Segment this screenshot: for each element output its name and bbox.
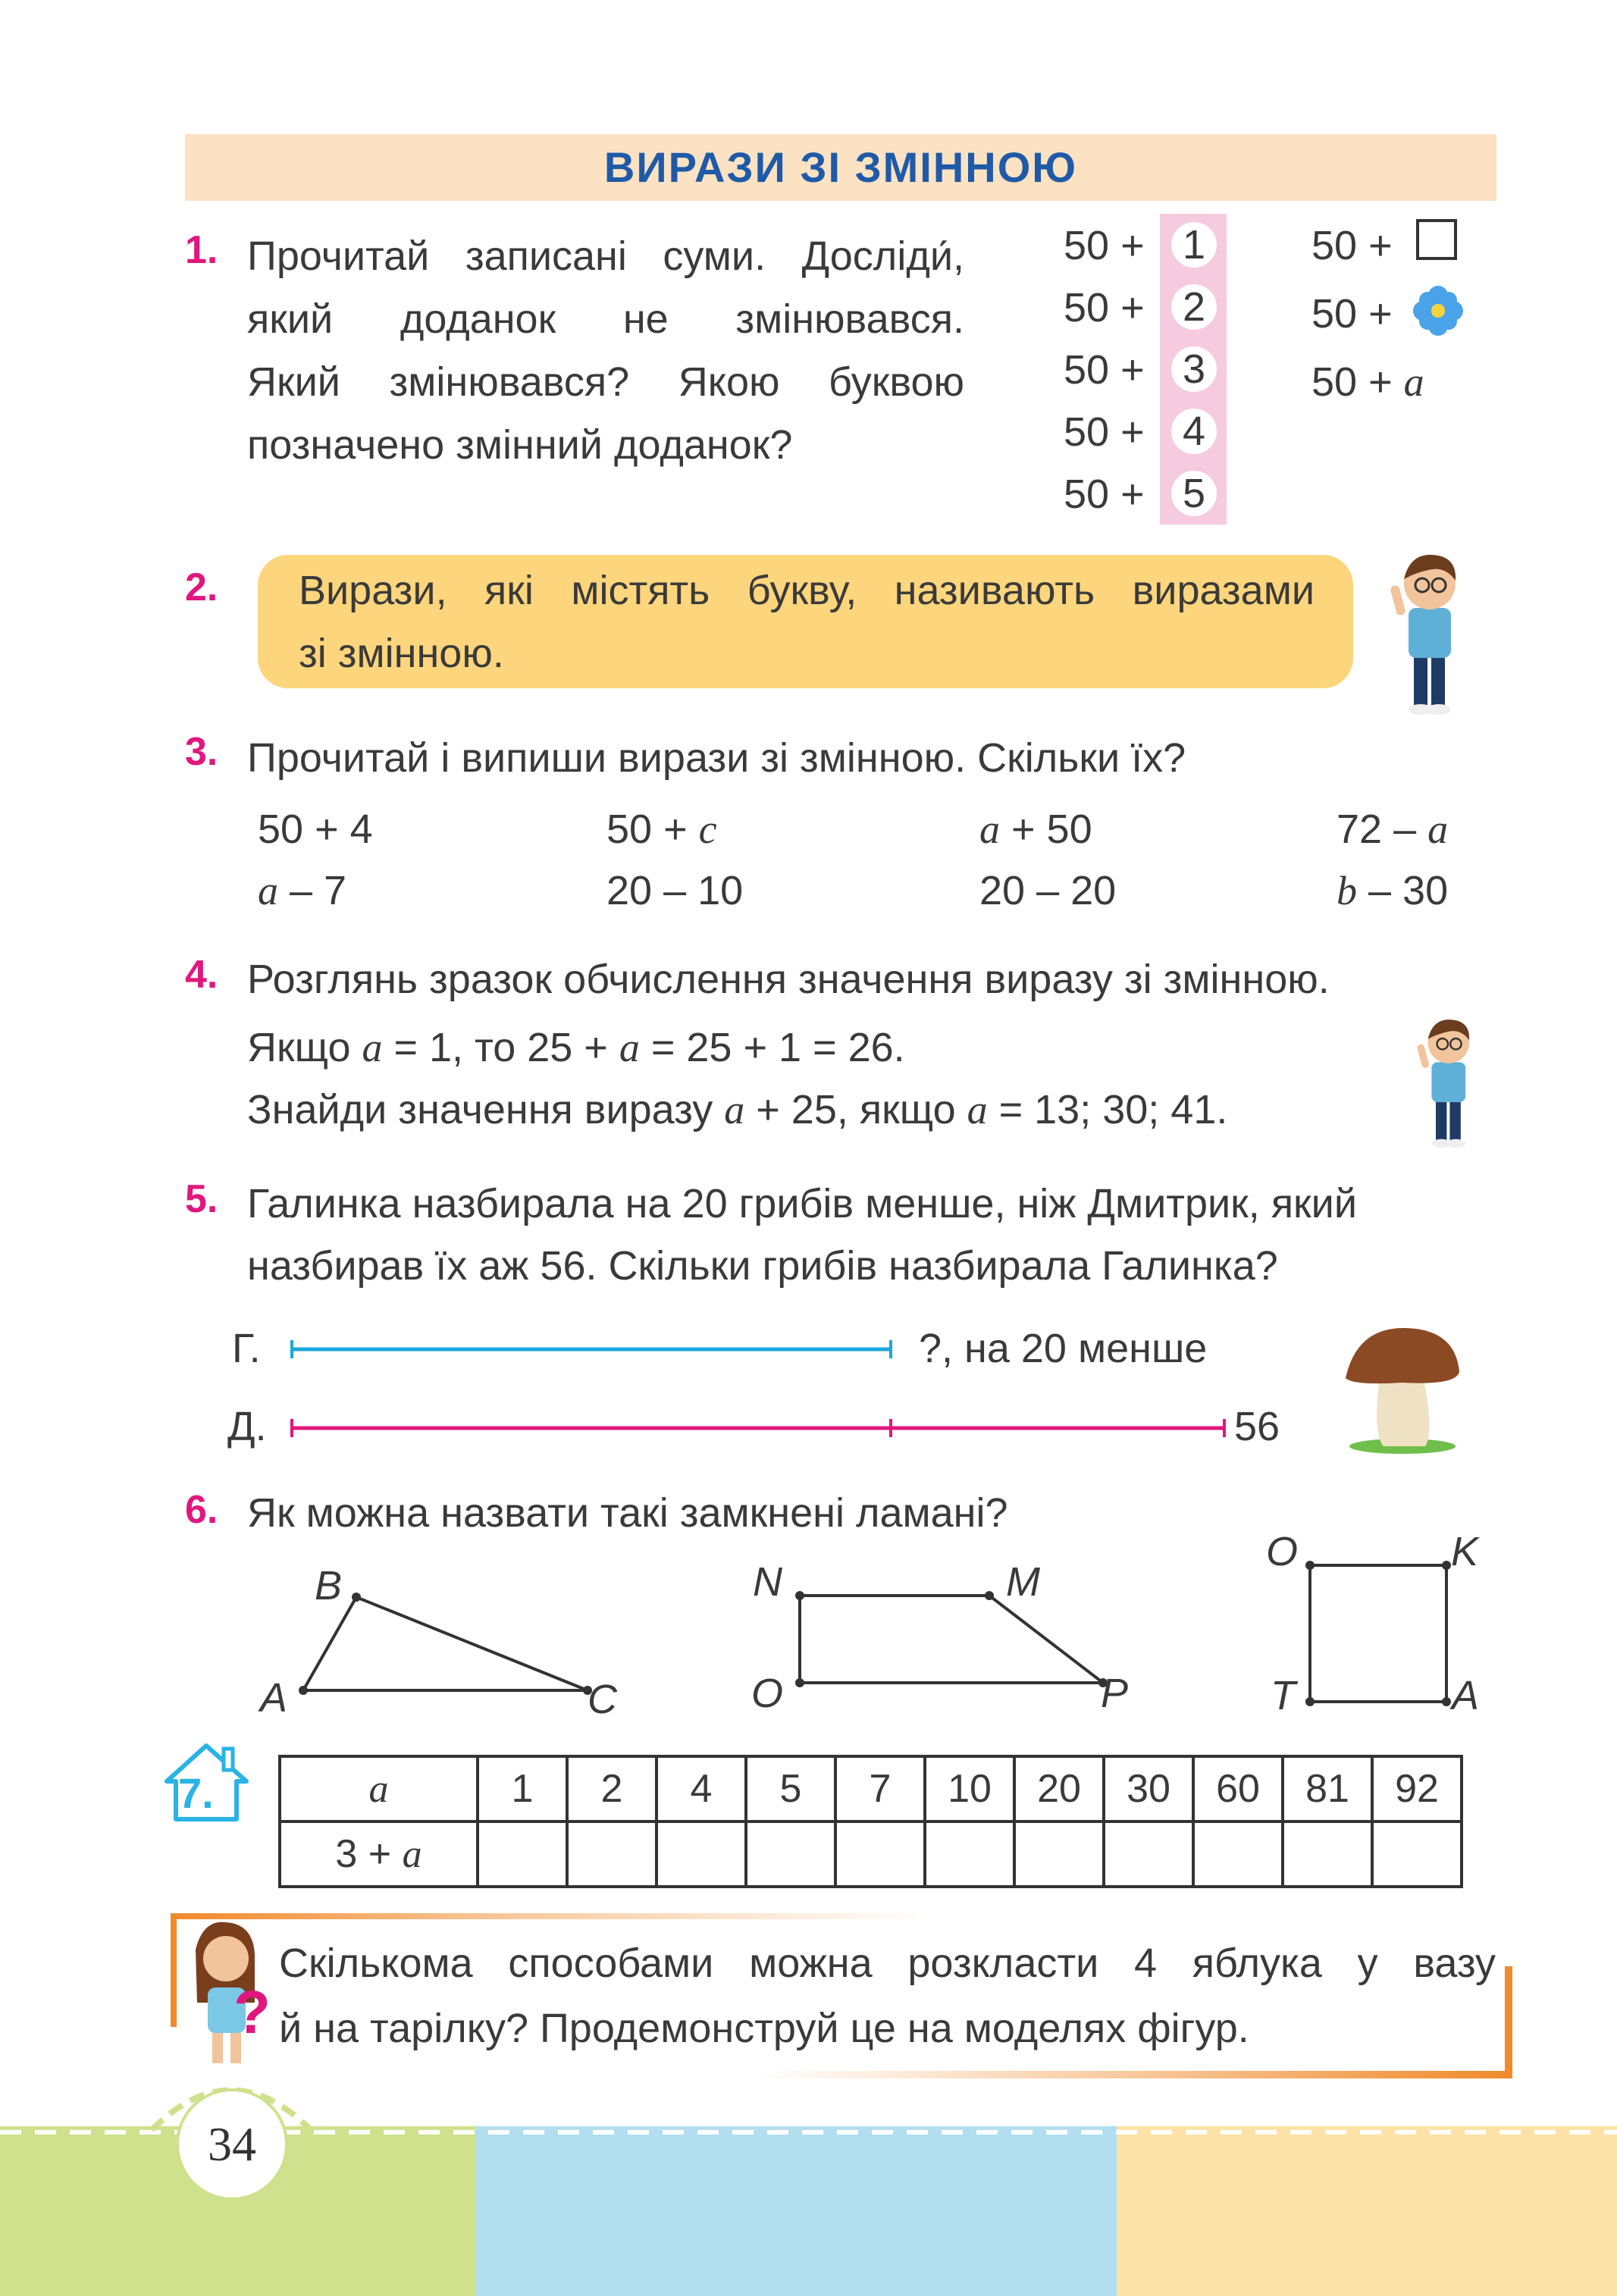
exercise-4-number: 4.: [185, 953, 218, 997]
table-row: [280, 1756, 1462, 1821]
vertex-label: B: [315, 1563, 343, 1608]
sum-prefix: 50 +: [1064, 223, 1145, 268]
table-header-cell: a: [280, 1756, 478, 1821]
table-row: [280, 1821, 1462, 1887]
sum-prefix: 50 +: [1064, 471, 1145, 517]
table-empty-cell[interactable]: [478, 1821, 567, 1887]
vertex-label: O: [751, 1671, 784, 1716]
table-empty-cell[interactable]: [1193, 1821, 1283, 1887]
vertex-label: M: [1006, 1559, 1040, 1605]
table-cell: 7: [835, 1756, 925, 1821]
sum-value-circle: 3: [1171, 346, 1217, 392]
table-empty-cell[interactable]: [1014, 1821, 1104, 1887]
expression: a + 50: [979, 807, 1092, 852]
segment-g-note: ?, на 20 менше: [919, 1326, 1208, 1371]
flower-icon: [1412, 284, 1465, 337]
expression: 50 + c: [606, 807, 717, 852]
rule-text-line: зі змінною.: [299, 631, 504, 676]
exercise-1-line: Прочитай записані суми. Досліди́,: [247, 233, 964, 279]
bonus-question-line: Скількома способами можна розкласти 4 яблука у вазу: [279, 1940, 1496, 1986]
exercise-1-line: Який змінювався? Якою буквою: [247, 359, 964, 405]
segment-g: [288, 1334, 895, 1364]
table-cell: 1: [478, 1756, 567, 1821]
expression: 50 + 4: [258, 807, 373, 852]
table-header-cell: 3 + a: [280, 1821, 478, 1887]
table-cell: 30: [1104, 1756, 1193, 1821]
sum-prefix: 50 +: [1064, 347, 1145, 393]
table-cell: 10: [925, 1756, 1014, 1821]
table-empty-cell[interactable]: [835, 1821, 925, 1887]
rule-text-line: Вирази, які містять букву, називають виразами: [299, 568, 1315, 613]
exercise-4-task: Знайди значення виразу a + 25, якщо a = 13; 30; 41.: [247, 1087, 1228, 1132]
expression: 72 – a: [1337, 807, 1449, 852]
segment-label-d: Д.: [227, 1404, 267, 1449]
exercise-1-line: який доданок не змінювався.: [247, 296, 964, 342]
boy-teacher-illustration: [1372, 540, 1486, 716]
expression: a – 7: [258, 868, 347, 913]
exercise-4-example: Якщо a = 1, то 25 + a = 25 + 1 = 26.: [247, 1025, 905, 1070]
mushroom-icon: [1342, 1319, 1463, 1455]
vertex-label: A: [260, 1675, 288, 1721]
exercise-6-number: 6.: [185, 1488, 218, 1532]
table-empty-cell[interactable]: [1283, 1821, 1372, 1887]
sum-prefix: 50 +: [1064, 409, 1145, 455]
table-cell: 4: [657, 1756, 746, 1821]
sum-value-circle: 5: [1171, 471, 1217, 516]
sum-prefix: 50 +: [1064, 285, 1145, 330]
exercise-2-number: 2.: [185, 565, 218, 609]
exercise-6-question: Як можна назвати такі замкнені ламані?: [247, 1490, 1008, 1536]
sum-right: 50 +: [1311, 291, 1393, 337]
page-title: ВИРАЗИ ЗІ ЗМІННОЮ: [603, 143, 1078, 191]
vertex-label: O: [1266, 1529, 1299, 1574]
exercise-7-number: 7.: [178, 1769, 214, 1817]
svg-text:?: ?: [233, 1978, 271, 2046]
table-cell: 5: [746, 1756, 835, 1821]
table-empty-cell[interactable]: [925, 1821, 1014, 1887]
footer-band-blue: [476, 2126, 1117, 2296]
exercise-3-question: Прочитай і випиши вирази зі змінною. Скільки їх?: [247, 735, 1186, 781]
table-empty-cell[interactable]: [1104, 1821, 1193, 1887]
sum-right-last: 50 + a: [1311, 359, 1424, 405]
expression: b – 30: [1337, 868, 1449, 913]
table-cell: 2: [567, 1756, 657, 1821]
footer-band-yellow: [1117, 2126, 1617, 2296]
sum-right: 50 +: [1311, 223, 1393, 268]
exercise-5-line: назбирав їх аж 56. Скільки грибів назбирала Галинка?: [247, 1243, 1278, 1289]
exercise-1-number: 1.: [185, 228, 218, 272]
expression: 20 – 20: [979, 868, 1117, 913]
bonus-question-line: й на тарілку? Продемонструй це на моделях фігур.: [279, 2006, 1249, 2051]
vertex-label: A: [1452, 1673, 1480, 1718]
table-empty-cell[interactable]: [567, 1821, 657, 1887]
vertex-label: N: [753, 1559, 782, 1605]
table-cell: 60: [1193, 1756, 1283, 1821]
table-empty-cell[interactable]: [1372, 1821, 1462, 1887]
expression: 20 – 10: [606, 868, 744, 913]
square-icon: [1416, 219, 1457, 260]
segment-label-g: Г.: [232, 1326, 261, 1371]
sum-value-circle: 2: [1171, 284, 1217, 330]
table-empty-cell[interactable]: [746, 1821, 835, 1887]
sum-value-circle: 4: [1171, 409, 1217, 454]
vertex-label: C: [588, 1677, 617, 1722]
table-cell: 20: [1014, 1756, 1104, 1821]
exercise-1-line: позначено змінний доданок?: [247, 422, 793, 468]
boy-illustration: [1402, 1002, 1493, 1154]
exercise-4-line: Розглянь зразок обчислення значення виразу зі змінною.: [247, 957, 1330, 1002]
vertex-label: K: [1451, 1529, 1479, 1574]
vertex-label: P: [1101, 1671, 1129, 1716]
values-table: [278, 1755, 1463, 1888]
quadrilateral-figure: [788, 1584, 1107, 1698]
segment-d: [288, 1413, 1228, 1443]
vertex-label: T: [1271, 1673, 1296, 1718]
table-cell: 92: [1372, 1756, 1462, 1821]
exercise-5-line: Галинка назбирала на 20 грибів менше, ніж Дмитрик, який: [247, 1181, 1358, 1226]
sum-value-circle: 1: [1171, 222, 1217, 268]
exercise-5-number: 5.: [185, 1177, 218, 1221]
table-cell: 81: [1283, 1756, 1372, 1821]
table-empty-cell[interactable]: [657, 1821, 746, 1887]
square-figure: [1302, 1558, 1454, 1709]
girl-question-illustration: [180, 1919, 271, 2071]
exercise-3-number: 3.: [185, 730, 218, 774]
page-number: 34: [208, 2117, 256, 2171]
segment-d-value: 56: [1234, 1404, 1280, 1449]
